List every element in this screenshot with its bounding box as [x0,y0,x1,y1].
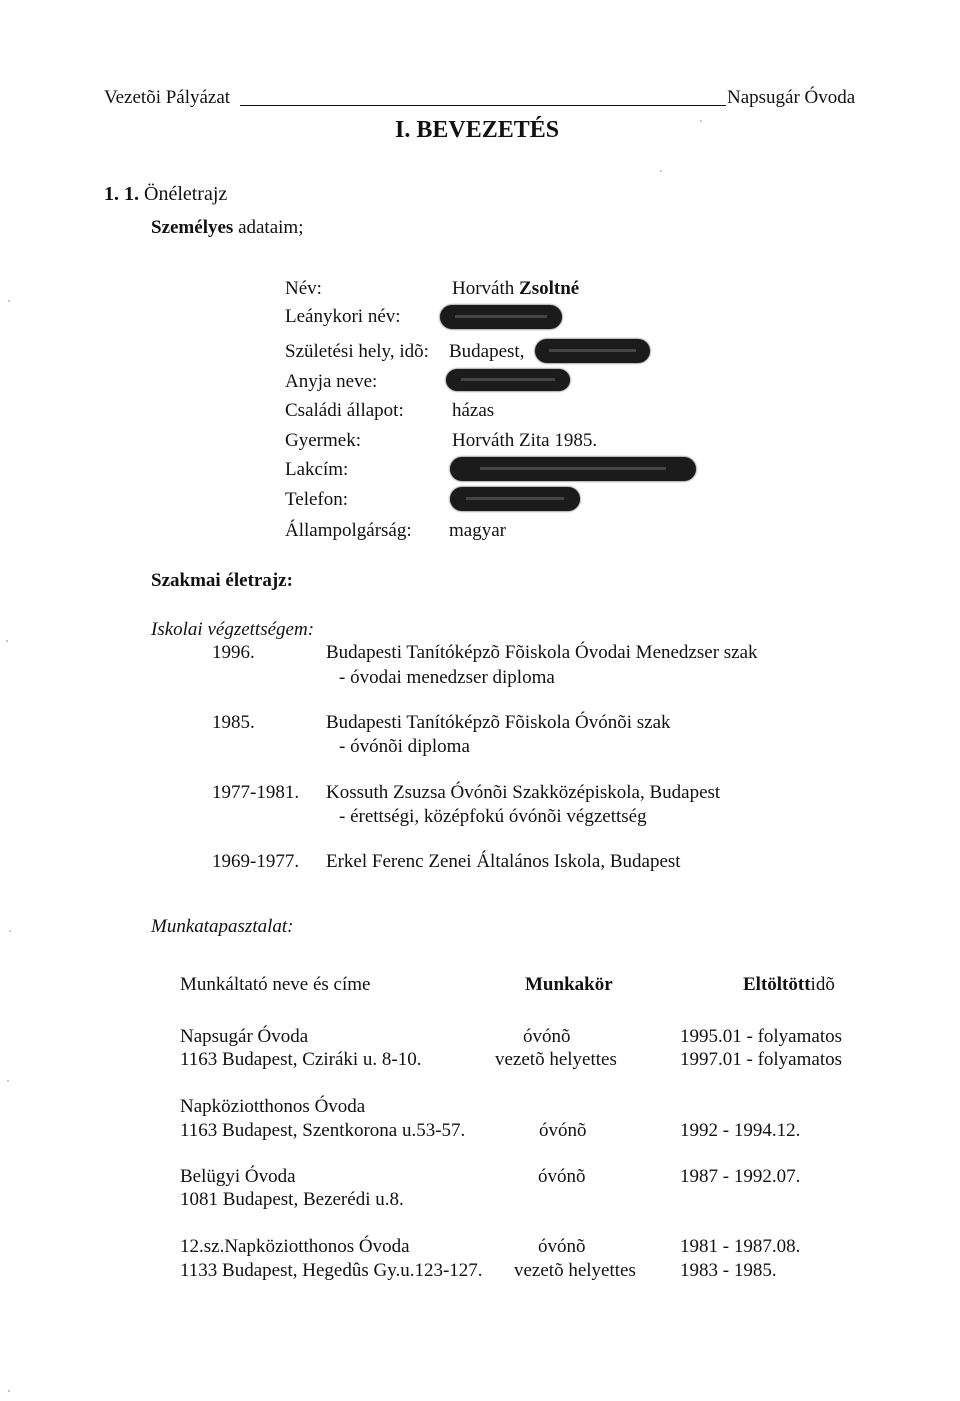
work-role-4b: vezetõ helyettes [514,1260,636,1281]
work-period-1a: 1995.01 - folyamatos [680,1026,843,1047]
work-period-1b: 1997.01 - folyamatos [680,1049,843,1070]
edu-year-1: 1996. [212,642,255,663]
value-name [452,279,579,298]
edu-school-1: Budapesti Tanítóképzõ Fõiskola Óvodai Menedzser szak [326,642,758,663]
label-name: Név: [285,278,322,299]
personal-heading-rest: adataim; [238,217,304,238]
edu-detail-2: - óvónõi diploma [339,736,470,757]
col-period-bold: Eltöltött [743,974,811,995]
scan-speck [660,170,662,172]
work-period-3: 1987 - 1992.07. [680,1166,801,1187]
label-birth: Születési hely, idõ: [285,341,429,362]
work-role-3: óvónõ [538,1166,586,1187]
edu-school-2: Budapesti Tanítóképzõ Fõiskola Óvónõi szak [326,712,671,733]
work-name-2: Napköziotthonos Óvoda [180,1096,366,1117]
work-address-2: 1163 Budapest, Szentkorona u.53-57. [180,1120,466,1141]
scan-speck [7,1080,9,1082]
header-left: Vezetõi Pályázat [104,87,231,108]
header-rule [240,105,726,106]
work-role-4a: óvónõ [538,1236,586,1257]
scan-speck [8,300,10,302]
section-title: Önéletrajz [144,183,228,205]
work-role-2: óvónõ [539,1120,587,1141]
redaction-address [450,457,696,481]
edu-school-3: Kossuth Zsuzsa Óvónõi Szakközépiskola, Budapest [326,782,721,803]
value-marital: házas [452,400,495,421]
personal-heading-bold: Személyes [151,217,234,238]
col-employer: Munkáltató neve és címe [180,974,371,995]
scan-speck [9,930,11,932]
education-heading: Iskolai végzettségem: [151,619,315,640]
work-address-4: 1133 Budapest, Hegedûs Gy.u.123-127. [180,1260,483,1281]
label-mother: Anyja neve: [285,371,378,392]
value-name-plain: Horváth [452,278,515,299]
scan-speck [8,1390,10,1392]
section-heading [104,184,227,204]
work-heading: Munkatapasztalat: [151,916,294,937]
label-marital: Családi állapot: [285,400,404,421]
edu-detail-3: - érettségi, középfokú óvónõi végzettség [339,806,647,827]
edu-detail-1: - óvodai menedzser diploma [339,667,555,688]
work-period-4b: 1983 - 1985. [680,1260,777,1281]
col-period-rest: idõ [810,974,835,995]
value-citizenship: magyar [449,520,506,541]
col-role: Munkakör [525,974,613,995]
label-child: Gyermek: [285,430,361,451]
redaction-mother-name [446,369,570,391]
work-period-4a: 1981 - 1987.08. [680,1236,801,1257]
scan-speck [6,640,8,642]
personal-heading [151,218,303,237]
work-role-1a: óvónõ [523,1026,571,1047]
work-address-1: 1163 Budapest, Cziráki u. 8-10. [180,1049,422,1070]
redaction-birth-date [535,339,650,363]
chapter-title: I. BEVEZETÉS [395,117,560,143]
redaction-maiden-name [440,305,562,329]
section-number: 1. 1. [104,183,139,205]
edu-year-2: 1985. [212,712,255,733]
work-name-4: 12.sz.Napköziotthonos Óvoda [180,1236,410,1257]
label-citizenship: Állampolgárság: [285,520,412,541]
value-name-bold: Zsoltné [519,278,580,299]
edu-year-4: 1969-1977. [212,851,300,872]
col-period [743,975,835,994]
work-name-3: Belügyi Óvoda [180,1166,296,1187]
scan-speck [700,120,702,122]
redaction-phone [450,487,580,511]
work-address-3: 1081 Budapest, Bezerédi u.8. [180,1189,404,1210]
value-birth: Budapest, [449,341,525,362]
header-right: Napsugár Óvoda [727,87,856,108]
work-name-1: Napsugár Óvoda [180,1026,309,1047]
professional-heading: Szakmai életrajz: [151,570,293,591]
value-child: Horváth Zita 1985. [452,430,598,451]
label-maiden-name: Leánykori név: [285,306,401,327]
edu-year-3: 1977-1981. [212,782,300,803]
work-period-2: 1992 - 1994.12. [680,1120,801,1141]
work-role-1b: vezetõ helyettes [495,1049,617,1070]
label-phone: Telefon: [285,489,349,510]
edu-school-4: Erkel Ferenc Zenei Általános Iskola, Budapest [326,851,681,872]
label-address: Lakcím: [285,459,349,480]
